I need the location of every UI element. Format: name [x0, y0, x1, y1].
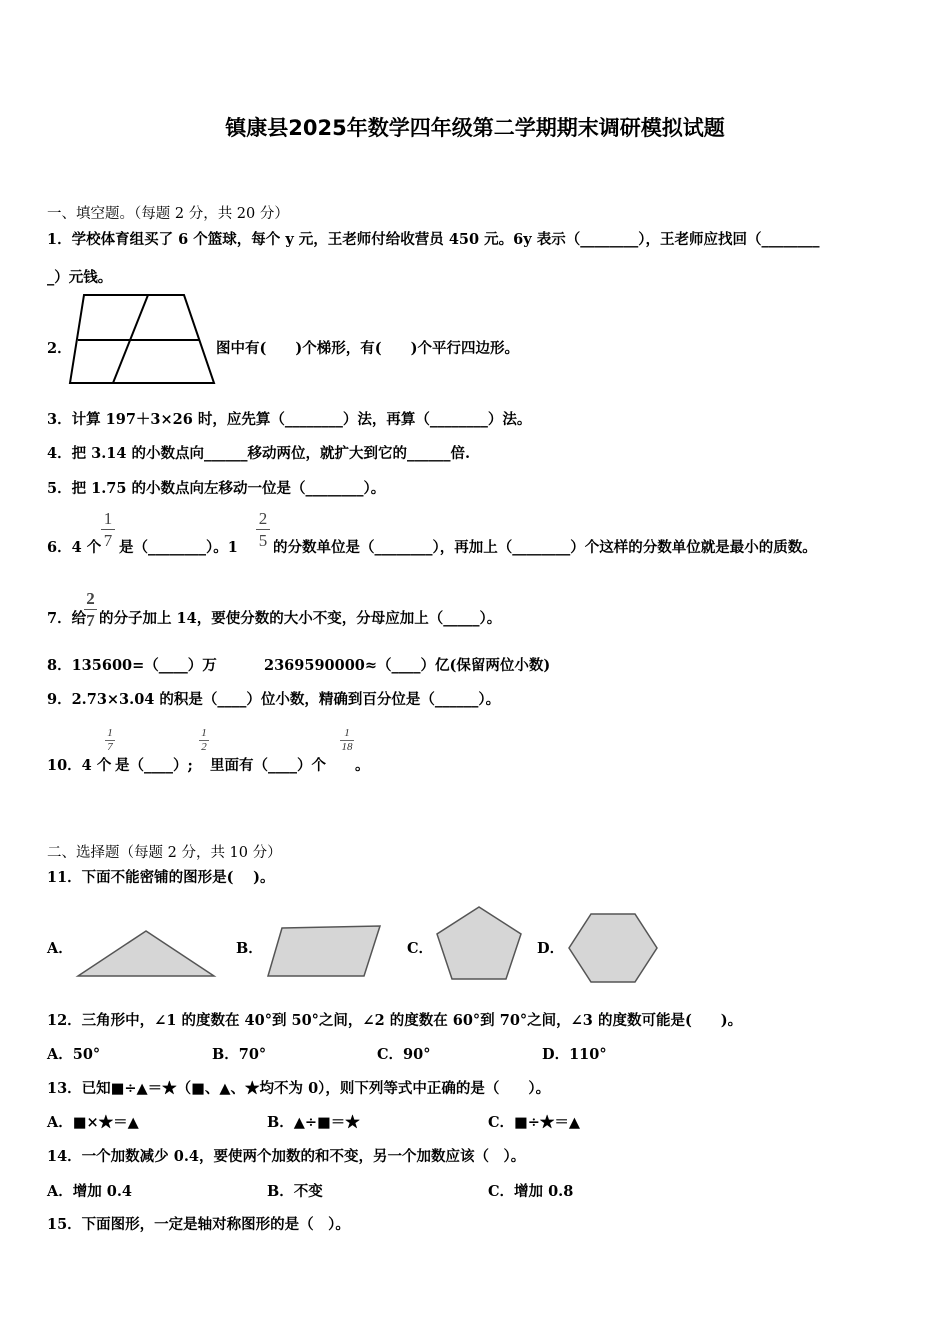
q10-frac3-den: 18	[341, 741, 353, 753]
q7-fraction	[84, 590, 97, 629]
q10-end: 。	[355, 757, 370, 774]
section2-heading: 二、选择题（每题 2 分，共 10 分）	[47, 845, 282, 861]
q12-option-b: B．70°	[212, 1046, 267, 1063]
q12-option-c: C．90°	[377, 1046, 431, 1063]
q10-mid: 是（____）;	[115, 757, 193, 774]
q10-frac3-num: 1	[344, 727, 350, 739]
q11-option-d: D．	[537, 940, 565, 957]
q6-fraction-1	[101, 510, 115, 549]
q1-line1: 1．学校体育组买了 6 个篮球，每个 y 元，王老师付给收营员 450 元。6y 表示（________），王老师应找回（________	[47, 231, 820, 248]
q1-line2: _）元钱。	[47, 269, 113, 286]
q12-stem: 12．三角形中，∠1 的度数在 40°到 50°之间，∠2 的度数在 60°到 70°之间，∠3 的度数可能是( )。	[47, 1012, 743, 1029]
q6-fraction-2	[256, 510, 270, 549]
q9: 9．2.73×3.04 的积是（____）位小数，精确到百分位是（______）。	[47, 691, 501, 708]
q6-frac2-den: 5	[258, 531, 268, 550]
q7-frac-den: 7	[86, 611, 95, 630]
q11-triangle-shape	[74, 928, 218, 980]
q14-option-c: C．增加 0.8	[488, 1183, 574, 1200]
q15-stem: 15．下面图形，一定是轴对称图形的是（ ）。	[47, 1216, 350, 1233]
q6-rest: 的分数单位是（________），再加上（________）个这样的分数单位就是最小的质数。	[273, 539, 817, 556]
q12-option-d: D．110°	[542, 1046, 607, 1063]
q2-trapezoid-figure	[68, 293, 218, 385]
q11-option-b: B．	[236, 940, 263, 957]
q8-part1: 8．135600=（____）万	[47, 657, 217, 674]
q6-frac1-num: 1	[103, 509, 113, 528]
page-title: 镇康县2025年数学四年级第二学期期末调研模拟试题	[225, 116, 725, 140]
q13-option-c: C．■÷★＝▲	[488, 1114, 581, 1131]
q10-frac2-den: 2	[201, 741, 207, 753]
q10-frac2-num: 1	[201, 727, 207, 739]
q7-prefix: 7．给	[47, 610, 87, 627]
q7-rest: 的分子加上 14，要使分数的大小不变，分母应加上（_____）。	[99, 610, 502, 627]
q10-mid2: 里面有（____）个	[210, 757, 326, 774]
q10-frac1-num: 1	[107, 727, 113, 739]
q2-text: 图中有( )个梯形，有( )个平行四边形。	[216, 340, 519, 357]
section1-heading: 一、填空题。（每题 2 分，共 20 分）	[47, 206, 289, 222]
q6-frac2-num: 2	[258, 509, 268, 528]
q12-option-a: A．50°	[47, 1046, 101, 1063]
q10-frac1-den: 7	[107, 741, 113, 753]
q8-part2: 2369590000≈（____）亿(保留两位小数)	[264, 657, 551, 674]
q11-stem: 11．下面不能密铺的图形是( )。	[47, 869, 275, 886]
q10-fraction-3	[340, 728, 354, 753]
q11-pentagon-shape	[434, 904, 524, 982]
q11-option-a: A．	[47, 940, 73, 957]
q3: 3．计算 197＋3×26 时，应先算（________）法，再算（________）法。	[47, 411, 532, 428]
q13-option-b: B．▲÷■＝★	[267, 1114, 360, 1131]
q10-fraction-1	[105, 728, 115, 753]
q4: 4．把 3.14 的小数点向______移动两位，就扩大到它的______倍.	[47, 445, 471, 462]
q5: 5．把 1.75 的小数点向左移动一位是（________）。	[47, 480, 386, 497]
q11-option-c: C．	[407, 940, 434, 957]
q7-frac-num: 2	[86, 589, 95, 608]
q10-fraction-2	[199, 728, 209, 753]
q6-mid: 是（________）。1	[119, 539, 238, 556]
q11-parallelogram-shape	[264, 922, 384, 980]
q13-stem: 13．已知■÷▲＝★（■、▲、★均不为 0），则下列等式中正确的是（ ）。	[47, 1080, 551, 1097]
q6-prefix: 6．4 个	[47, 539, 102, 556]
q14-option-b: B．不变	[267, 1183, 323, 1200]
q13-option-a: A．■×★＝▲	[47, 1114, 139, 1131]
q14-stem: 14．一个加数减少 0.4，要使两个加数的和不变，另一个加数应该（ ）。	[47, 1148, 526, 1165]
q6-frac1-den: 7	[103, 531, 113, 550]
q11-hexagon-shape	[566, 911, 660, 985]
q14-option-a: A．增加 0.4	[47, 1183, 133, 1200]
q2-number: 2．	[47, 340, 72, 357]
q10-prefix: 10．4 个	[47, 757, 112, 774]
